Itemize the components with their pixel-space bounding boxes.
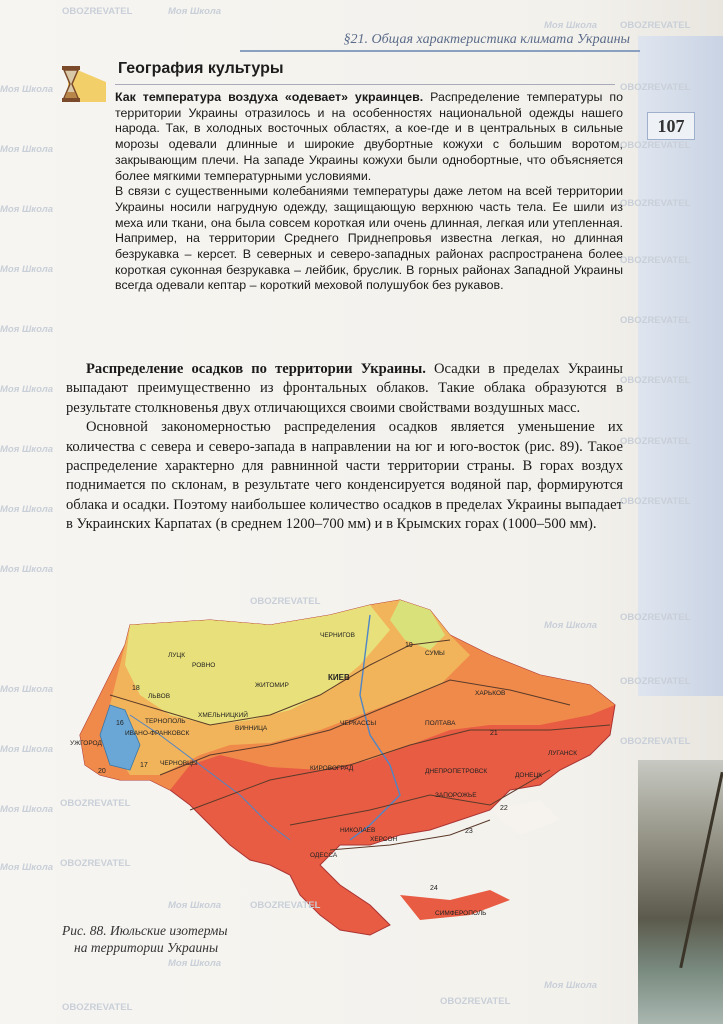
watermark-site: OBOZREVATEL (440, 996, 511, 1007)
watermark-school: Моя Школа (0, 324, 54, 335)
watermark-site: OBOZREVATEL (620, 375, 691, 386)
city-zaporozhye: ЗАПОРОЖЬЕ (435, 792, 477, 799)
watermark-site: OBOZREVATEL (620, 315, 691, 326)
watermark-site: OBOZREVATEL (620, 20, 691, 31)
watermark-school: Моя Школа (0, 264, 54, 275)
city-poltava: ПОЛТАВА (425, 720, 456, 727)
city-kherson: ХЕРСОН (370, 836, 398, 843)
culture-box-rule (115, 84, 615, 85)
city-ternopol: ТЕРНОПОЛЬ (145, 718, 186, 725)
watermark-school: Моя Школа (0, 862, 54, 873)
culture-box-text (115, 90, 623, 294)
city-chernovtsy: ЧЕРНОВЦЫ (160, 760, 198, 767)
watermark-school: Моя Школа (168, 6, 222, 17)
watermark-school: Моя Школа (0, 84, 54, 95)
isotherm-label-16: 16 (116, 720, 124, 727)
watermark-site: OBOZREVATEL (620, 140, 691, 151)
watermark-site: OBOZREVATEL (250, 596, 321, 607)
landscape-photo (638, 760, 723, 1024)
city-khmelnitsky: ХМЕЛЬНИЦКИЙ (198, 712, 248, 719)
city-donetsk: ДОНЕЦК (515, 772, 543, 779)
watermark-school: Моя Школа (544, 980, 598, 991)
watermark-school: Моя Школа (544, 620, 598, 631)
isotherm-label-24: 24 (430, 885, 438, 892)
isotherm-map (70, 595, 630, 955)
city-chernigov: ЧЕРНИГОВ (320, 632, 355, 639)
city-lutsk: ЛУЦК (168, 652, 185, 659)
watermark-site: OBOZREVATEL (620, 496, 691, 507)
watermark-school: Моя Школа (0, 444, 54, 455)
city-lugansk: ЛУГАНСК (548, 750, 577, 757)
header-rule (240, 50, 640, 52)
city-odessa: ОДЕССА (310, 852, 338, 859)
culture-lead: Как температура воздуха «одевает» украинцев. (115, 90, 424, 104)
watermark-school: Моя Школа (168, 900, 222, 911)
figure-caption (62, 922, 228, 956)
watermark-site: OBOZREVATEL (60, 858, 131, 869)
isotherm-label-18: 18 (132, 685, 140, 692)
isotherm-label-23: 23 (465, 828, 473, 835)
city-uzhgorod: УЖГОРОД (70, 740, 102, 747)
watermark-school: Моя Школа (168, 958, 222, 969)
culture-paragraph-2: В связи с существенными колебаниями температуры даже летом на всей территории Украины носили нагрудную одежду, защищающую верхнюю часть тела. Ее шили из меха или ткани, она была совсем короткая или очень длинная, легкая или утепленная. Например, на территории Среднего Приднепровья известна легкая, но длинная безрукавка – керсет. В северных и северо-западных районах распространена более короткая суконная безрукавка – лейбик, бруслик. В горных районах Западной Украины всегда одевали кептар – короткий меховой полушубок без рукавов. (115, 184, 623, 293)
watermark-school: Моя Школа (0, 684, 54, 695)
city-lvov: ЛЬВОВ (148, 693, 171, 700)
city-simferopol: СИМФЕРОПОЛЬ (435, 910, 487, 917)
watermark-site: OBOZREVATEL (250, 900, 321, 911)
caption-line-2: на территории Украины (74, 940, 219, 955)
main-text (66, 360, 623, 535)
watermark-site: OBOZREVATEL (620, 612, 691, 623)
culture-box-title: География культуры (118, 60, 284, 77)
isotherm-label-22: 22 (500, 805, 508, 812)
watermark-school: Моя Школа (0, 144, 54, 155)
culture-paragraph-1-rest: Распределение температуры по территории Украины отразилось и на особенностях национальной одежды нашего народа. Так, в холодных восточных областях, а кое-где и в центральных в сильные морозы одевали длинные и широкие двубортные кожухи с большим воротом, закрывающим плечи. На западе Украины кожухи были однобортные, что объясняется более мягкими температурными условиями. (115, 90, 623, 183)
isotherm-label-19: 19 (405, 642, 413, 649)
page-number: 107 (647, 112, 695, 140)
city-kirovograd: КИРОВОГРАД (310, 765, 354, 772)
main-paragraph-1-lead: Распределение осадков по территории Украины. (86, 361, 426, 377)
isotherm-label-21: 21 (490, 730, 498, 737)
watermark-site: OBOZREVATEL (620, 255, 691, 266)
city-sumy: СУМЫ (425, 650, 445, 657)
watermark-school: Моя Школа (0, 804, 54, 815)
watermark-school: Моя Школа (0, 504, 54, 515)
city-kharkov: ХАРЬКОВ (475, 690, 506, 697)
watermark-site: OBOZREVATEL (620, 198, 691, 209)
city-ivano-frankovsk: ИВАНО-ФРАНКОВСК (125, 730, 190, 737)
watermark-site: OBOZREVATEL (620, 82, 691, 93)
watermark-site: OBOZREVATEL (620, 676, 691, 687)
main-paragraph-2: Основной закономерностью распределения осадков является уменьшение их количества с севера и северо-запада в направлении на юг и юго-восток (рис. 89). Такое распределение характерно для равнинной части территории страны. В горах воздух поднимается по склонам, в результате чего конденсируется водяной пар, формируются облака и осадки. Поэтому наибольшее количество осадков в пределах Украины выпадает в Украинских Карпатах (в среднем 1200–700 мм) и в Крымских горах (1000–500 мм). (66, 419, 623, 533)
isotherm-label-20: 20 (98, 768, 106, 775)
watermark-site: OBOZREVATEL (60, 798, 131, 809)
watermark-site: OBOZREVATEL (62, 6, 133, 17)
watermark-school: Моя Школа (0, 744, 54, 755)
watermark-site: OBOZREVATEL (620, 436, 691, 447)
main-paragraph-1-rest: Осадки в пределах Украины выпадают преимущественно из фронтальных облаков. Такие облака образуются в результате столкновенья двух отличающихся своими свойствами воздушных масс. (66, 361, 623, 416)
city-nikolaev: НИКОЛАЕВ (340, 827, 376, 834)
city-zhitomir: ЖИТОМИР (255, 682, 289, 689)
watermark-site: OBOZREVATEL (620, 736, 691, 747)
hourglass-icon (58, 62, 108, 106)
watermark-site: OBOZREVATEL (62, 1002, 133, 1013)
isotherm-label-17: 17 (140, 762, 148, 769)
city-vinnitsa: ВИННИЦА (235, 725, 268, 732)
running-title: §21. Общая характеристика климата Украины (343, 32, 630, 47)
city-dnepropetrovsk: ДНЕПРОПЕТРОВСК (425, 768, 488, 775)
culture-paragraph-1 (115, 90, 623, 184)
caption-line-1: Рис. 88. Июльские изотермы (62, 923, 228, 938)
city-rovno: РОВНО (192, 662, 216, 669)
watermark-school: Моя Школа (0, 564, 54, 575)
watermark-school: Моя Школа (544, 20, 598, 31)
main-paragraph-1 (66, 360, 623, 418)
city-kiev: КИЕВ (328, 673, 350, 682)
watermark-school: Моя Школа (0, 204, 54, 215)
city-cherkassy: ЧЕРКАССЫ (340, 720, 377, 727)
watermark-school: Моя Школа (0, 384, 54, 395)
